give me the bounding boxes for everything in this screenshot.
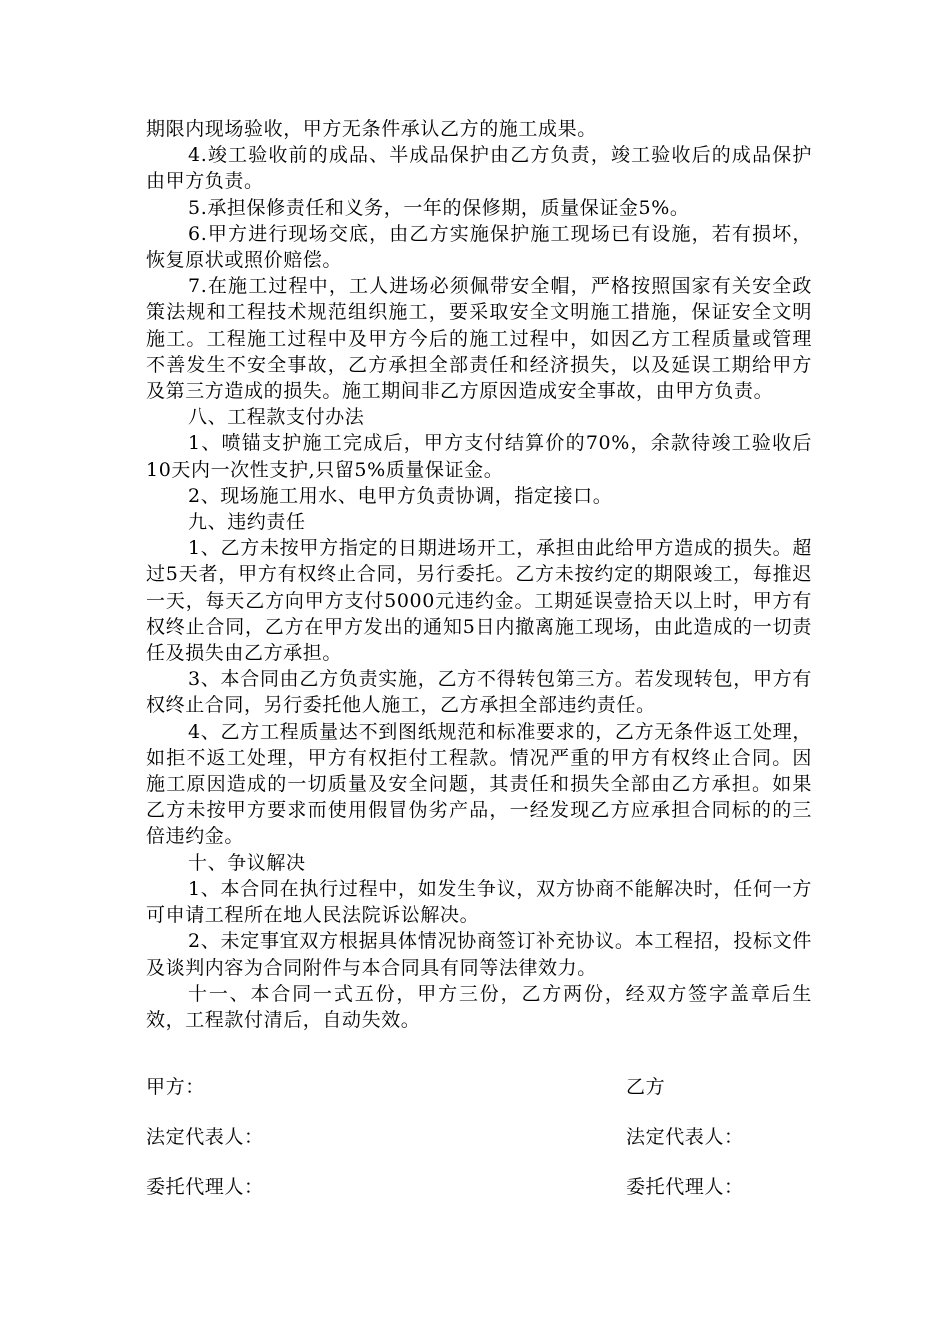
paragraph: 4、乙方工程质量达不到图纸规范和标准要求的，乙方无条件返工处理，如拒不返工处理，甲方有权拒付工程款。情况严重的甲方有权终止合同。因施工原因造成的一切质量及安全问题，其责任和损失全部由乙方承担。如果乙方未按甲方要求而使用假冒伪劣产品，一经发现乙方应承担合同标的的三倍违约金。 [146,720,812,848]
paragraph: 1、喷锚支护施工完成后，甲方支付结算价的70%，余款待竣工验收后10天内一次性支护,只留5%质量保证金。 [146,432,812,481]
paragraph: 十一、本合同一式五份，甲方三份，乙方两份，经双方签字盖章后生效，工程款付清后，自动失效。 [146,982,812,1031]
party-b-agent-label: 委托代理人： [626,1176,744,1198]
section-heading: 八、工程款支付办法 [188,406,365,429]
paragraph: 4.竣工验收前的成品、半成品保护由乙方负责，竣工验收后的成品保护由甲方负责。 [146,144,812,193]
contract-body [146,116,812,1033]
paragraph: 1、乙方未按甲方指定的日期进场开工，承担由此给甲方造成的损失。超过5天者，甲方有权终止合同，另行委托。乙方未按约定的期限竣工，每推迟一天，每天乙方向甲方支付5000元违约金。工期延误壹拾天以上时，甲方有权终止合同，乙方在甲方发出的通知5日内撤离施工现场，由此造成的一切责任及损失由乙方承担。 [146,537,812,665]
paragraph: 5.承担保修责任和义务，一年的保修期，质量保证金5%。 [188,196,690,219]
paragraph: 1、本合同在执行过程中，如发生争议，双方协商不能解决时，任何一方可申请工程所在地人民法院诉讼解决。 [146,877,812,927]
paragraph: 7.在施工过程中，工人进场必须佩带安全帽，严格按照国家有关安全政策法规和工程技术规范组织施工，要采取安全文明施工措施，保证安全文明施工。工程施工过程中及甲方今后的施工过程中，如因乙方工程质量或管理不善发生不安全事故，乙方承担全部责任和经济损失，以及延误工期给甲方及第三方造成的损失。施工期间非乙方原因造成安全事故，由甲方负责。 [146,275,812,403]
paragraph: 6.甲方进行现场交底，由乙方实施保护施工现场已有设施，若有损坏，恢复原状或照价赔偿。 [146,222,812,272]
party-a-label: 甲方： [146,1076,205,1098]
party-a-agent-label: 委托代理人： [146,1176,264,1198]
section-heading: 九、违约责任 [188,511,306,534]
paragraph: 2、未定事宜双方根据具体情况协商签订补充协议。本工程招，投标文件及谈判内容为合同附件与本合同具有同等法律效力。 [146,930,812,979]
section-heading: 十、争议解决 [188,851,306,874]
paragraph: 3、本合同由乙方负责实施，乙方不得转包第三方。若发现转包，甲方有权终止合同，另行委托他人施工，乙方承担全部违约责任。 [146,668,812,717]
paragraph: 2、现场施工用水、电甲方负责协调，指定接口。 [188,484,613,507]
party-b-representative-label: 法定代表人： [626,1126,744,1148]
party-a-representative-label: 法定代表人： [146,1126,264,1148]
party-b-label: 乙方 [626,1076,666,1098]
paragraph: 期限内现场验收，甲方无条件承认乙方的施工成果。 [146,118,597,140]
